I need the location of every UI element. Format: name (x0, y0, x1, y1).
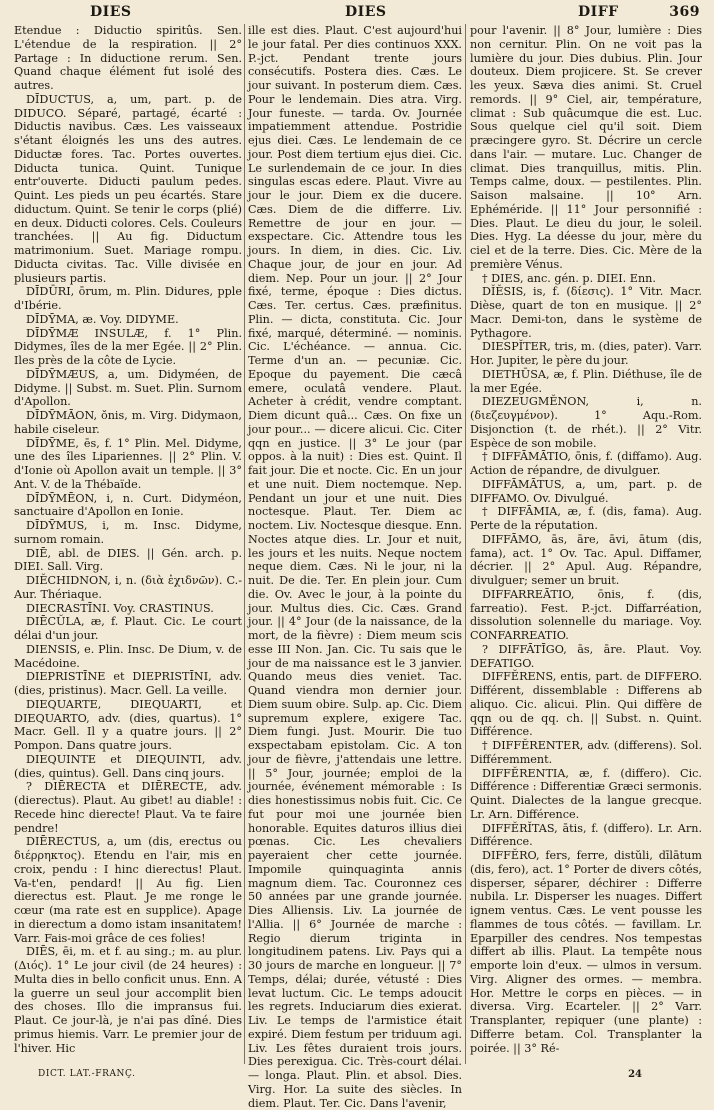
dictionary-entry: ille est dies. Plaut. C'est aujourd'hui le jour fatal. Per dies continuos XXX. P.-jct. Pendant trente jours consécutifs. Postera dies. Cæs. Le jour suivant. In posterum diem. Cæs. Pour le lendemain. Dies atra. Virg. Jour funeste. — tarda. Ov. Journée impatiemment attendue. Postridie ejus diei. Cæs. Le lendemain de ce jour. Post diem tertium ejus diei. Cic. Le surlendemain de ce jour. In dies singulas escas edere. Plaut. Vivre au jour le jour. Diem ex die ducere. Cæs. Diem de die differre. Liv. Remettre de jour en jour. — exspectare. Cic. Attendre tous les jours. In diem, in dies. Cic. Liv. Chaque jour, de jour en jour. Ad diem. Nep. Pour un jour. || 2° Jour fixé, terme, époque : Dies dictus. Cæs. Ter. certus. Cæs. præfinitus. Plin. — dicta, constituta. Cic. Jour fixé, marqué, déterminé. — nominis. Cic. L'échéance. — annua. Cic. Terme d'un an. — pecuniæ. Cic. Epoque du payement. Die cæcâ emere, oculatâ vendere. Plaut. Acheter à crédit, vendre comptant. Diem dicunt quâ... Cæs. On fixe un jour pour... — dicere alicui. Cic. Citer qqn en justice. || 3° Le jour (par oppos. à la nuit) : Dies est. Quint. Il fait jour. Die et nocte. Cic. En un jour et une nuit. Diem noctemque. Nep. Pendant un jour et une nuit. Dies noctesque. Plaut. Ter. Diem ac noctem. Liv. Noctesque diesque. Enn. Noctes atque dies. Lr. Jour et nuit, les jours et les nuits. Neque noctem neque diem. Cæs. Ni le jour, ni la nuit. De die. Ter. En plein jour. Cum die. Ov. Avec le jour, à la pointe du jour. Multus dies. Cic. Cæs. Grand jour. || 4° Jour (de la naissance, de la mort, de la fièvre) : Diem meum scis esse III Non. Jan. Cic. Tu sais que le jour de ma naissance est le 3 janvier. Quando meus dies veniet. Tac. Quand viendra mon dernier jour. Diem suum obire. Sulp. ap. Cic. Diem supremum explere, exigere Tac. Diem fungi. Just. Mourir. Die tuo exspectabam epistolam. Cic. A ton jour de fièvre, j'attendais une lettre. || 5° Jour, journée; emploi de la journée, événement mémorable : Is dies honestissimus nobis fuit. Cic. Ce fut pour moi une journée bien honorable. Equites daturos illius diei pœnas. Cic. Les chevaliers payeraient cher cette journée. Impomile quinquaginta annis magnum diem. Tac. Couronnez ces 50 années par une grande journée. Dies Alliensis. Liv. La journée de l'Allia. || 6° Journée de marche : Regio dierum triginta in longitudinem patens. Liv. Pays qui a 30 jours de marche en longueur. || 7° Temps, délai; durée, vétusté : Dies levat luctum. Cic. Le temps adoucit les regrets. Induciarum dies exierat. Liv. Le temps de l'armistice était expiré. Diem festum per triduum agi. Liv. Les fêtes duraient trois jours. Dies perexigua. Cic. Très-court délai. — longa. Plaut. Plin. et absol. Dies. Virg. Hor. La suite des siècles. In diem. Plaut. Ter. Cic. Dans l'avenir, (248, 24, 462, 1110)
dictionary-entry: DĪDȲMÆ INSULÆ, f. 1° Plin. Didymes, îles de la mer Egée. || 2° Plin. Iles près de la côte de Lycie. (14, 326, 242, 367)
dictionary-entry: Etendue : Diductio spiritûs. Sen. L'étendue de la respiration. || 2° Partage : In diductione rerum. Sen. Quand chaque élément fut isolé des autres. (14, 24, 242, 92)
dictionary-entry: DIECRASTĪNI. Voy. CRASTINUS. (26, 601, 214, 615)
column-middle (248, 24, 462, 1110)
dictionary-entry: DIFFĔRENS, entis, part. de DIFFERO. Différent, dissemblable : Differens ab aliquo. Cic. alicui. Plin. Qui diffère de qqn ou de qq. ch. || Subst. n. Quint. Différence. (470, 670, 702, 739)
dictionary-entry: DIĒS, ēi, m. et f. au sing.; m. au plur. (Διός). 1° Le jour civil (de 24 heures) : Multa dies in bello conficit unus. Enn. A la guerre un seul jour accomplit bien des choses. Illo die impransus fui. Plaut. Ce jour-là, je n'ai pas dîné. Dies primus hiemis. Varr. Le premier jour de l'hiver. Hic (14, 945, 242, 1055)
signature-mark: DICT. LAT.-FRANÇ. (38, 1069, 136, 1079)
dictionary-entry: DIFFĔRENTIA, æ, f. (differo). Cic. Différence : Differentiæ Græci sermonis. Quint. Dialectes de la langue grecque. Lr. Arn. Différence. (470, 766, 702, 821)
running-head-right: DIFF (578, 4, 619, 20)
dictionary-entry: ? DIĒRECTA et DIĒRECTE, adv. (dierectus). Plaut. Au gibet! au diable! : Recede hinc dierecte! Plaut. Va te faire pendre! (14, 780, 242, 835)
dictionary-entry: † DIFFĀMĀTIO, ōnis, f. (diffamo). Aug. Action de répandre, de divulguer. (470, 450, 702, 477)
dictionary-entry: DĪDUCTUS, a, um, part. p. de DIDUCO. Séparé, partagé, écarté : Diductis navibus. Cæs. Les vaisseaux s'étant éloignés les uns des autres. Diductæ fores. Tac. Portes ouvertes. Diducta tunica. Quint. Tunique entr'ouverte. Diducti paulum pedes. Quint. Les pieds un peu écartés. Stare diductum. Quint. Se tenir le corps (plié) en deux. Diducti colores. Cels. Couleurs tranchées. || Au fig. Diductum matrimonium. Suet. Mariage rompu. Diducta civitas. Tac. Ville divisée en plusieurs partis. (14, 92, 242, 285)
running-head-center: DIES (345, 4, 387, 20)
page-header (14, 2, 700, 24)
dictionary-entry: DIFFARREĀTIO, ōnis, f. (dis, farreatio). Fest. P.-jct. Diffarréation, dissolution solennelle du mariage. Voy. CONFARREATIO. (470, 587, 702, 642)
dictionary-entry: DIFFĔRO, fers, ferre, distŭli, dīlātum (dis, fero), act. 1° Porter de divers côtés, disperser, séparer, déchirer : Differre nubila. Lr. Disperser les nuages. Differt ignem ventus. Cæs. Le vent pousse les flammes de tous côtés. — favillam. Lr. Eparpiller des cendres. Nos tempestas differt ab illis. Plaut. La tempête nous emporte loin d'eux. — ulmos in versum. Virg. Aligner des ormes. — membra. Hor. Mettre le corps en pièces. — in diversa. Virg. Ecarteler. || 2° Varr. Transplanter, repiquer (une plante) : Differre betam. Col. Transplanter la poirée. || 3° Ré- (470, 849, 702, 1055)
column-divider (465, 24, 466, 1064)
running-head-left: DIES (90, 4, 132, 20)
dictionary-entry: ? DIFFĀTĪGO, ās, āre. Plaut. Voy. DEFATIGO. (470, 642, 702, 670)
column-divider (244, 24, 245, 1064)
dictionary-entry: DIĔCHIDNON, i, n. (διὰ ἐχιδνῶν). C.-Aur. Thériaque. (14, 574, 242, 601)
dictionary-entry: DĪDȲMÆUS, a, um. Didyméen, de Didyme. || Subst. m. Suet. Plin. Surnom d'Apollon. (14, 367, 242, 409)
dictionary-entry: DIETHŪSA, æ, f. Plin. Diéthuse, île de la mer Egée. (470, 367, 702, 395)
dictionary-entry: DIĒRECTUS, a, um (dis, erectus ou διέρρηκτος). Etendu en l'air, mis en croix, pendu : I hinc dierectus! Plaut. Va-t'en, pendard! || Au fig. Lien dierectus est. Plaut. Je me ronge le cœur (ma rate est en supplice). Apage in dierectum a domo istam insanitatem! Varr. Fais-moi grâce de ces folies! (14, 835, 242, 945)
page-footer (14, 1069, 700, 1083)
column-right (470, 24, 702, 1064)
dictionary-entry: DIESPĬTER, tris, m. (dies, pater). Varr. Hor. Jupiter, le père du jour. (470, 340, 702, 367)
dictionary-entry: DIFFĔRĬTAS, ātis, f. (differo). Lr. Arn. Différence. (470, 821, 702, 849)
dictionary-entry: DĪDȲMUS, i, m. Insc. Didyme, surnom romain. (14, 519, 242, 546)
dictionary-entry: † DIES, anc. gén. p. DIEI. Enn. (482, 271, 656, 285)
dictionary-entry: DĪDȲMA, æ. Voy. DIDYME. (26, 312, 179, 326)
signature-number: 24 (628, 1069, 642, 1080)
dictionary-entry: DĪDȲMĒON, i, n. Curt. Didyméon, sanctuaire d'Apollon en Ionie. (14, 491, 242, 519)
dictionary-entry: DĬĔSIS, is, f. (δίεσις). 1° Vitr. Macr. Dièse, quart de ton en musique. || 2° Macr. Demi-ton, dans le système de Pythagore. (470, 285, 702, 340)
dictionary-entry: pour l'avenir. || 8° Jour, lumière : Dies non cernitur. Plin. On ne voit pas la lumière du jour. Dies dubius. Plin. Jour douteux. Diem projicere. St. Se crever les yeux. Sæva dies animi. St. Cruel remords. || 9° Ciel, air, température, climat : Sub quâcumque die est. Luc. Sous quelque ciel qu'il soit. Diem præcingere gyro. St. Décrire un cercle dans l'air. — mutare. Luc. Changer de climat. Dies tranquillus, mitis. Plin. Temps calme, doux. — pestilentes. Plin. Saison malsaine. || 10° Arn. Ephéméride. || 11° Jour personnifié : Dies. Plaut. Le dieu du jour, le soleil. Dies. Hyg. La déesse du jour, mère du ciel et de la terre. Dies. Cic. Mère de la première Vénus. (470, 24, 702, 271)
dictionary-entry: DIĒ, abl. de DIES. || Gén. arch. p. DIEI. Sall. Virg. (14, 546, 242, 574)
dictionary-entry: † DIFFĔRENTER, adv. (differens). Sol. Différemment. (470, 739, 702, 766)
dictionary-entry: DIFFĀMO, ās, āre, āvi, ātum (dis, fama), act. 1° Ov. Tac. Apul. Diffamer, décrier. || 2° Apul. Aug. Répandre, divulguer; semer un bruit. (470, 532, 702, 587)
dictionary-entry: DĪDȲMĀON, ŏnis, m. Virg. Didymaon, habile ciseleur. (14, 409, 242, 436)
dictionary-entry: DĪDȲME, ēs, f. 1° Plin. Mel. Didyme, une des îles Lipariennes. || 2° Plin. V. d'Ionie où Apollon avait un temple. || 3° Ant. V. de la Thébaïde. (14, 436, 242, 491)
dictionary-entry: † DIFFĀMIA, æ, f. (dis, fama). Aug. Perte de la réputation. (470, 505, 702, 532)
dictionary-entry: DIEPRISTĪNE et DIEPRISTĪNI, adv. (dies, pristinus). Macr. Gell. La veille. (14, 670, 242, 697)
column-left (14, 24, 242, 1064)
dictionary-entry: DIEQUINTE et DIEQUINTI, adv. (dies, quintus). Gell. Dans cinq jours. (14, 752, 242, 780)
dictionary-entry: DIĒCŬLA, æ, f. Plaut. Cic. Le court délai d'un jour. (14, 615, 242, 642)
dictionary-entry: DIFFĀMĀTUS, a, um, part. p. de DIFFAMO. Ov. Divulgué. (470, 477, 702, 505)
dictionary-entry: DIEZEUGMĔNON, i, n. (διεζευγμένον). 1° Aqu.-Rom. Disjonction (t. de rhét.). || 2° Vitr. Espèce de son mobile. (470, 395, 702, 450)
page-number: 369 (669, 4, 700, 20)
dictionary-entry: DIENSIS, e. Plin. Insc. De Dium, v. de Macédoine. (14, 642, 242, 670)
dictionary-entry: DIEQUARTE, DIEQUARTI, et DIEQUARTO, adv. (dies, quartus). 1° Macr. Gell. Il y a quatre jours. || 2° Pompon. Dans quatre jours. (14, 697, 242, 752)
dictionary-entry: DĪDŪRI, ōrum, m. Plin. Didures, pple d'Ibérie. (14, 285, 242, 312)
